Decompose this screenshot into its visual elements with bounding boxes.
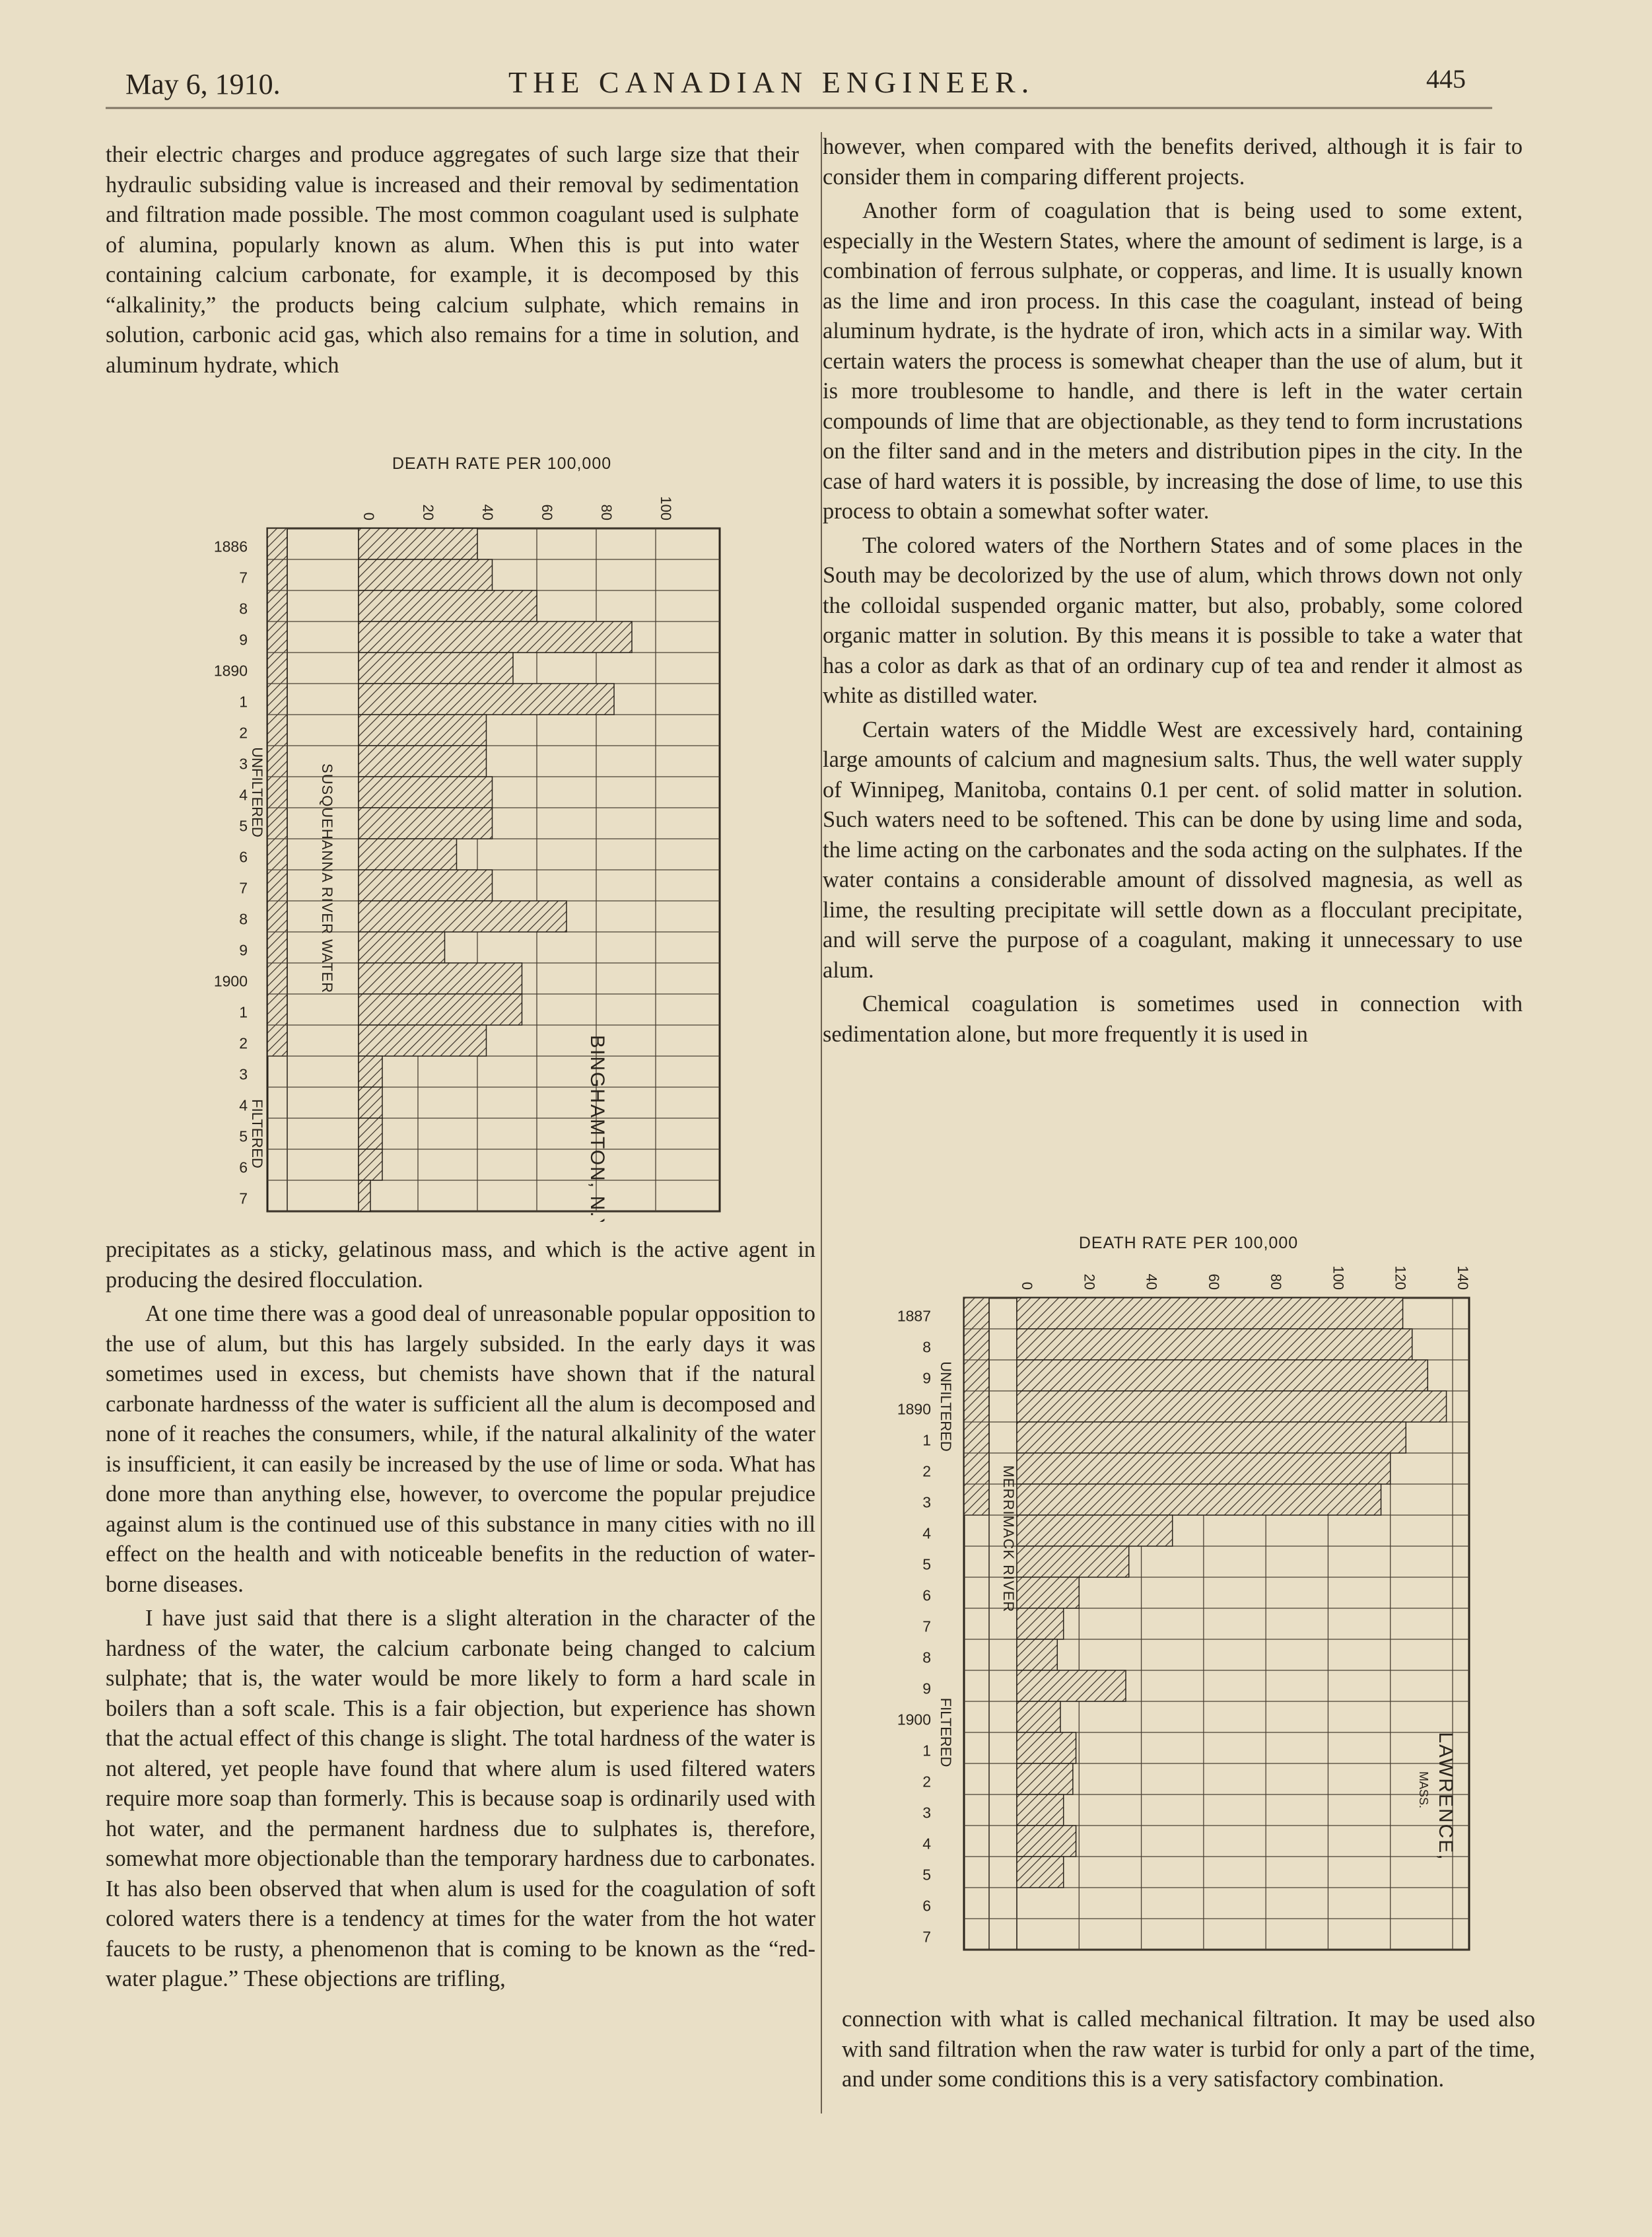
binghamton-year-label: 2	[239, 724, 248, 742]
binghamton-year-label: 9	[239, 631, 248, 649]
paragraph: Chemical coagulation is sometimes used in connection with sedimentation alone, but more frequently it is used in	[823, 991, 1523, 1047]
lawrence-bar	[1017, 1515, 1173, 1546]
lawrence-year-label: 1	[922, 1431, 931, 1449]
binghamton-bar	[359, 715, 487, 746]
binghamton-bar	[359, 684, 614, 715]
page-number: 445	[1426, 64, 1466, 94]
binghamton-year-label: 3	[239, 1065, 248, 1083]
binghamton-year-label: 1886	[213, 538, 248, 555]
lawrence-place-sublabel: MASS.	[1417, 1771, 1430, 1809]
binghamton-unfiltered-strip	[267, 528, 287, 1056]
binghamton-year-label: 1	[239, 1003, 248, 1021]
paragraph: I have just said that there is a slight alteration in the character of the hardness of the water, the calcium carbonate being changed to calcium sulphate; that is, the water would be more likely to form a hard scale in boilers than a soft scale. This is a fair objection, but experience has shown that the actual effect of this change is slight. The total hardness of the water is not altered, yet people have found that where alum is used filtered waters require more soap than formerly. This is because soap is ordinarily used with hot water, and the permanent hardness due to sulphates is, therefore, somewhat more objectionable than the temporary hardness due to carbonates. It has also been observed that when alum is used for the coagulation of soft colored waters there is a tendency at times for the water from the hot water faucets to be rusty, a phenomenon that is coming to be known as the “red-water plague.” These objections are trifling,	[106, 1606, 815, 1991]
binghamton-bar	[359, 839, 457, 870]
lawrence-bar	[1017, 1577, 1079, 1608]
right-column-bottom	[842, 2005, 1535, 2095]
lawrence-unfiltered-label: UNFILTERED	[938, 1361, 954, 1452]
lawrence-bar	[1017, 1763, 1073, 1794]
lawrence-x-tick-label: 40	[1143, 1273, 1160, 1290]
lawrence-bar	[1017, 1608, 1064, 1639]
lawrence-x-tick-label: 20	[1081, 1273, 1098, 1290]
left-column-bottom	[106, 1235, 815, 1995]
binghamton-x-tick-label: 80	[598, 504, 615, 520]
binghamton-bar	[359, 590, 537, 621]
binghamton-x-tick-label: 100	[658, 496, 674, 520]
binghamton-year-label: 8	[239, 600, 248, 618]
paragraph: At one time there was a good deal of unreasonable popular opposition to the use of alum, but this has largely subsided. In the early days it was sometimes used in excess, but chemists have shown that if the natural carbonate hardnesss of the water is sufficient all the alum is decomposed and none of it reaches the consumers, while, if the natural alkalinity of the water is insufficient, it can easily be increased by the use of lime or soda. What has done more than anything else, however, to overcome the popular prejudice against alum is the continued use of this substance in many cities with no ill effect on the health and with noticeable benefits in the reduction of water-borne diseases.	[106, 1301, 815, 1597]
binghamton-bar	[359, 994, 522, 1025]
binghamton-bar	[359, 621, 632, 653]
lawrence-year-label: 8	[922, 1338, 931, 1356]
lawrence-bar	[1017, 1453, 1391, 1484]
lawrence-x-tick-label: 140	[1455, 1265, 1471, 1290]
lawrence-place-label: LAWRENCE,	[1435, 1732, 1457, 1861]
lawrence-year-label: 4	[922, 1524, 931, 1542]
lawrence-chart	[878, 1235, 1512, 1965]
binghamton-year-label: 9	[239, 941, 248, 959]
lawrence-x-tick-label: 80	[1268, 1273, 1285, 1290]
binghamton-bar	[359, 870, 493, 901]
binghamton-bar	[359, 1025, 487, 1056]
lawrence-filtered-label: FILTERED	[938, 1697, 954, 1767]
binghamton-bar	[359, 1180, 370, 1211]
page-header	[125, 61, 1466, 107]
paragraph: Another form of coagulation that is being used to some extent, especially in the Western States, where the amount of sediment is large, is a combination of ferrous sulphate, or copperas, and lime. It is usually known as the lime and iron process. In this case the coagulant, instead of being aluminum hydrate, is the hydrate of iron, which acts in a similar way. With certain waters the process is somewhat cheaper than the use of alum, but it is more troublesome to handle, and there is left in the water certain compounds of lime that are objectionable, as they tend to form incrustations on the filter sand and in the meters and distribution pipes in the city. In the case of hard waters it is possible, by increasing the dose of lime, to use this process to obtain a somewhat softer water.	[823, 198, 1523, 524]
lawrence-year-label: 5	[922, 1866, 931, 1884]
binghamton-year-label: 4	[239, 1096, 248, 1114]
binghamton-place-label: BINGHAMTON, N.Y.	[586, 1035, 608, 1222]
binghamton-year-label: 7	[239, 879, 248, 897]
binghamton-bar	[359, 528, 477, 559]
lawrence-bar	[1017, 1422, 1406, 1453]
lawrence-bar	[1017, 1546, 1129, 1577]
binghamton-bar	[359, 1149, 382, 1180]
binghamton-bar	[359, 1056, 382, 1087]
lawrence-year-label: 4	[922, 1835, 931, 1853]
lawrence-year-label: 9	[922, 1680, 931, 1697]
lawrence-bar	[1017, 1329, 1412, 1360]
lawrence-x-tick-label: 120	[1392, 1265, 1409, 1290]
binghamton-year-label: 4	[239, 786, 248, 804]
binghamton-year-label: 3	[239, 755, 248, 773]
binghamton-series-label: SUSQUEHANNA RIVER WATER	[319, 763, 335, 994]
lawrence-bar	[1017, 1391, 1447, 1422]
lawrence-bar	[1017, 1360, 1428, 1391]
binghamton-filtered-label: FILTERED	[249, 1099, 265, 1168]
binghamton-bar	[359, 963, 522, 994]
lawrence-year-label: 1890	[897, 1400, 931, 1418]
paragraph: The colored waters of the Northern States and of some places in the South may be decolorized by the use of alum, which throws down not only the colloidal suspended organic matter, but also, probably, some colored organic matter in solution. By this means it is possible to take a water that has a color as dark as that of an ordinary cup of tea and render it almost as white as distilled water.	[823, 532, 1523, 708]
lawrence-chart-svg	[878, 1235, 1512, 1962]
binghamton-year-label: 7	[239, 1190, 248, 1207]
binghamton-bar	[359, 1087, 382, 1118]
binghamton-bar	[359, 653, 513, 684]
lawrence-year-label: 8	[922, 1649, 931, 1666]
binghamton-chart-title: DEATH RATE PER 100,000	[392, 454, 612, 473]
lawrence-year-label: 6	[922, 1586, 931, 1604]
binghamton-year-label: 8	[239, 910, 248, 928]
right-column-top	[823, 132, 1523, 1049]
paragraph: their electric charges and produce aggregates of such large size that their hydraulic subsiding value is increased and their removal by sedimentation and filtration made possible. The most common coagulant used is sulphate of alumina, popularly known as alum. When this is put into water containing calcium carbonate, for example, it is decomposed by this “alkalinity,” the products being calcium sulphate, which remains in solution, carbonic acid gas, which also remains for a time in solution, and aluminum hydrate, which	[106, 142, 799, 378]
lawrence-bar	[1017, 1670, 1126, 1701]
binghamton-chart-svg	[178, 449, 746, 1222]
lawrence-year-label: 2	[922, 1462, 931, 1480]
binghamton-year-label: 1	[239, 693, 248, 711]
binghamton-x-tick-label: 0	[361, 512, 377, 520]
column-divider	[821, 132, 822, 2113]
paragraph: however, when compared with the benefits derived, although it is fair to consider them in comparing different projects.	[823, 134, 1523, 190]
binghamton-bar	[359, 777, 493, 808]
lawrence-bar	[1017, 1857, 1064, 1888]
binghamton-year-label: 7	[239, 569, 248, 586]
lawrence-year-label: 6	[922, 1897, 931, 1915]
lawrence-year-label: 2	[922, 1773, 931, 1791]
binghamton-year-label: 5	[239, 1127, 248, 1145]
binghamton-year-label: 5	[239, 817, 248, 835]
paragraph: connection with what is called mechanical filtration. It may be used also with sand filtration when the raw water is turbid for only a part of the time, and under some conditions this is a very satisfactory combination.	[842, 2006, 1535, 2092]
binghamton-x-tick-label: 40	[479, 504, 496, 520]
binghamton-bar	[359, 559, 493, 590]
binghamton-chart	[178, 449, 746, 1225]
binghamton-bar	[359, 901, 567, 932]
lawrence-series-label: MERRIMACK RIVER	[1000, 1465, 1017, 1613]
lawrence-x-tick-label: 0	[1019, 1281, 1035, 1290]
binghamton-year-label: 6	[239, 1158, 248, 1176]
lawrence-chart-title: DEATH RATE PER 100,000	[1078, 1235, 1299, 1252]
lawrence-x-tick-label: 60	[1205, 1273, 1222, 1290]
binghamton-unfiltered-label: UNFILTERED	[249, 747, 265, 837]
lawrence-bar	[1017, 1639, 1057, 1670]
lawrence-year-label: 9	[922, 1369, 931, 1387]
lawrence-year-label: 7	[922, 1617, 931, 1635]
binghamton-x-tick-label: 60	[539, 504, 555, 520]
lawrence-bar	[1017, 1298, 1403, 1329]
binghamton-bar	[359, 932, 445, 963]
left-column-top	[106, 140, 799, 380]
binghamton-year-label: 1890	[213, 662, 248, 680]
paragraph: Certain waters of the Middle West are excessively hard, containing large amounts of calcium and magnesium salts. Thus, the well water supply of Winnipeg, Manitoba, contains 0.1 per cent. of solid matter in solution. Such waters need to be softened. This can be done by using lime and soda, the lime acting on the carbonates and the soda acting on the sulphates. If the water contains a considerable amount of dissolved magnesia, as well as lime, the resulting precipitate will settle down as a flocculant precipitate, and will serve the purpose of a coagulant, making it unnecessary to use alum.	[823, 717, 1523, 983]
lawrence-bar	[1017, 1732, 1076, 1763]
lawrence-bar	[1017, 1794, 1064, 1826]
binghamton-year-label: 2	[239, 1034, 248, 1052]
lawrence-year-label: 1	[922, 1742, 931, 1759]
lawrence-year-label: 7	[922, 1928, 931, 1946]
lawrence-bar	[1017, 1484, 1381, 1515]
journal-title: THE CANADIAN ENGINEER.	[508, 65, 1035, 99]
binghamton-year-label: 1900	[213, 972, 248, 990]
binghamton-bar	[359, 746, 487, 777]
lawrence-year-label: 3	[922, 1804, 931, 1822]
binghamton-bar	[359, 1118, 382, 1149]
lawrence-bar	[1017, 1701, 1060, 1732]
lawrence-x-tick-label: 100	[1330, 1265, 1347, 1290]
binghamton-bar	[359, 808, 493, 839]
issue-date: May 6, 1910.	[125, 68, 281, 100]
lawrence-unfiltered-strip	[964, 1298, 989, 1515]
binghamton-x-tick-label: 20	[420, 504, 436, 520]
lawrence-year-label: 1887	[897, 1307, 931, 1325]
header-rule	[106, 107, 1492, 109]
paragraph: precipitates as a sticky, gelatinous mass, and which is the active agent in producing the desired flocculation.	[106, 1237, 815, 1293]
lawrence-year-label: 5	[922, 1555, 931, 1573]
lawrence-bar	[1017, 1826, 1076, 1857]
lawrence-year-label: 1900	[897, 1711, 931, 1728]
binghamton-year-label: 6	[239, 848, 248, 866]
lawrence-year-label: 3	[922, 1493, 931, 1511]
